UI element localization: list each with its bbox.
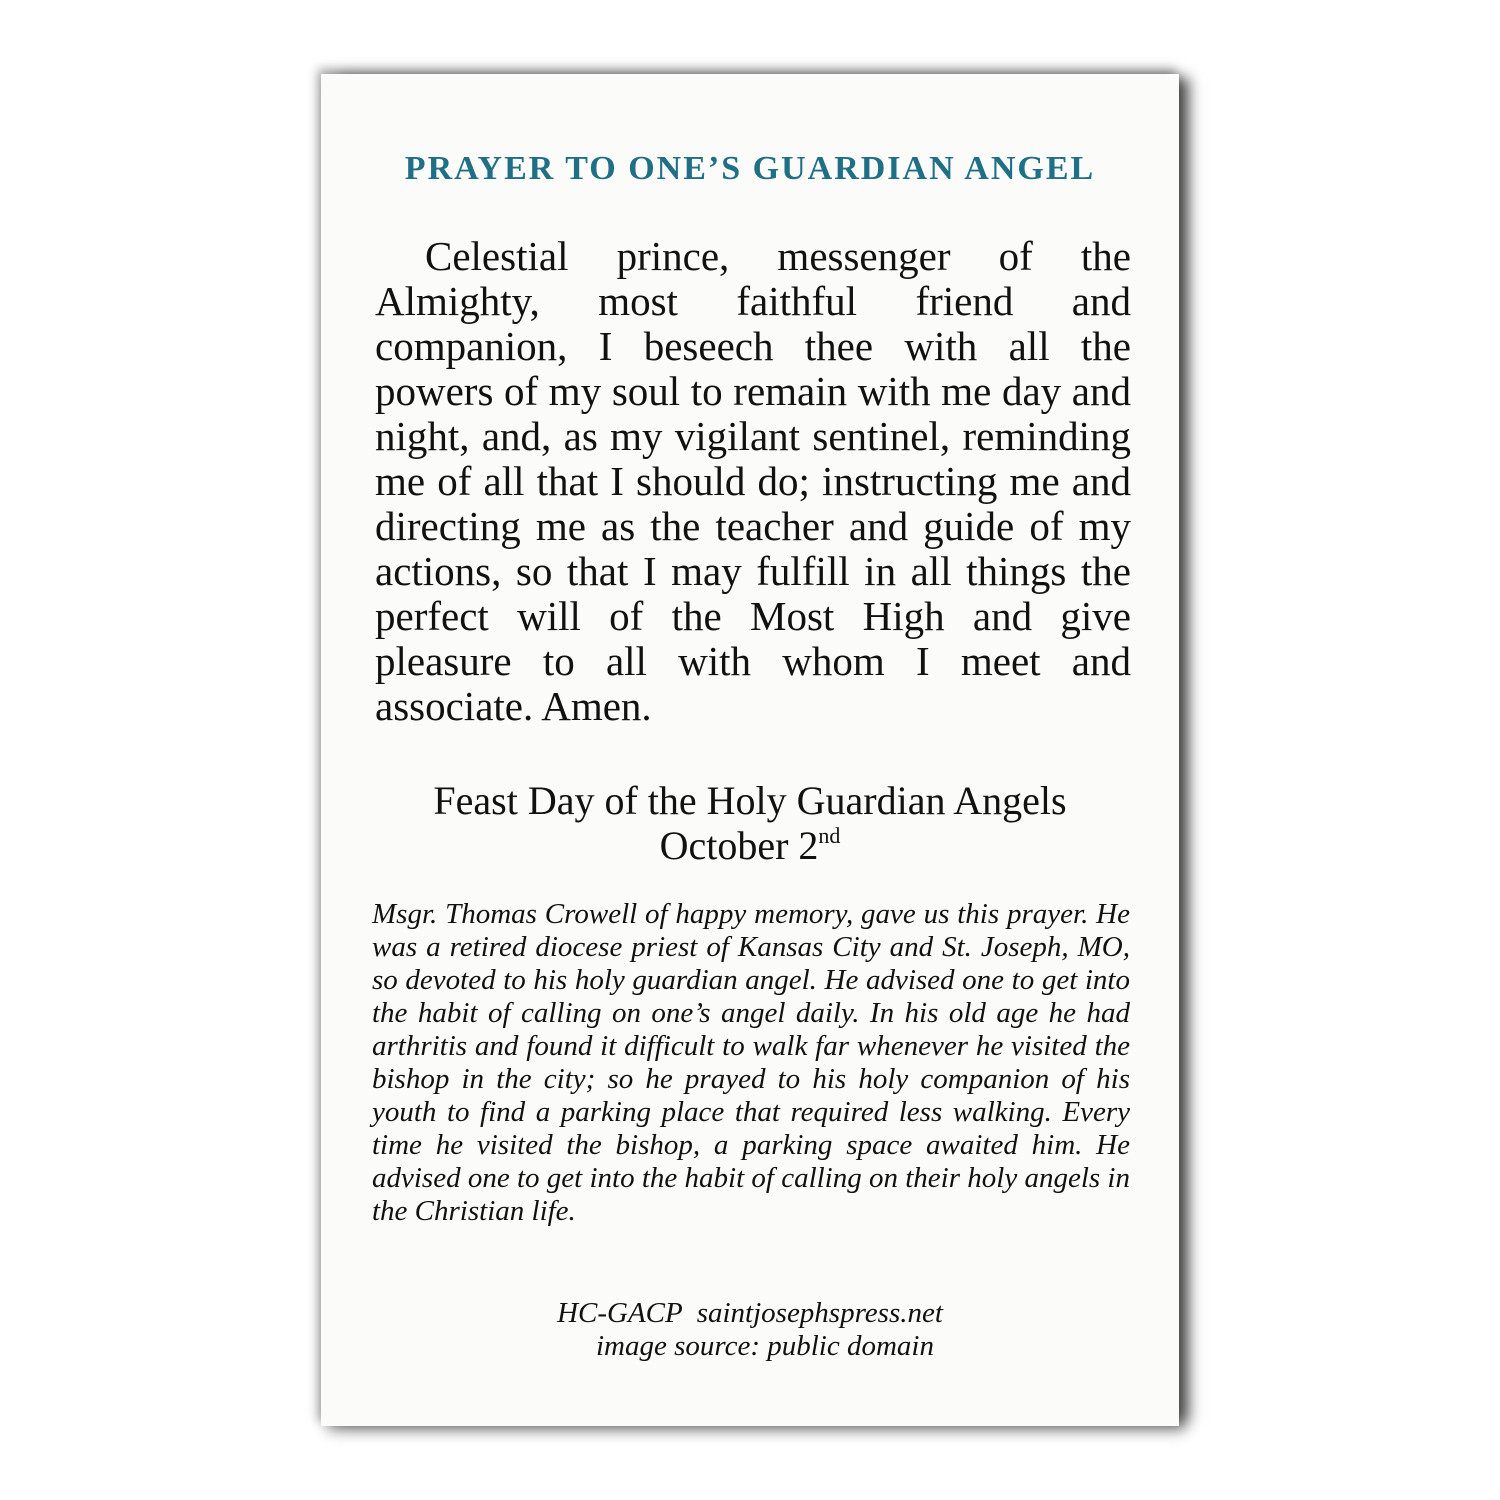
feast-day — [321, 778, 1179, 868]
card-footer — [321, 1297, 1179, 1363]
feast-date-suffix: nd — [818, 823, 841, 848]
feast-date-text: October 2 — [659, 823, 819, 868]
footer-code-site: HC-GACP saintjosephspress.net — [557, 1297, 943, 1329]
footer-image-source: image source: public domain — [595, 1330, 934, 1362]
prayer-text: Celestial prince, messenger of the Almighty, most faithful friend and companion, I beseech thee with all the powers of my soul to remain with me day and night, and, as my vigilant sentinel, reminding me of all that I should do; instructing me and directing me as the teacher and guide of my actions, so that I may fulfill in all things the perfect will of the Most High and give pleasure to all with whom I meet and associate. Amen. — [375, 233, 1131, 729]
feast-day-date — [321, 823, 1179, 868]
history-note: Msgr. Thomas Crowell of happy memory, gave us this prayer. He was a retired diocese priest of Kansas City and St. Joseph, MO, so devoted to his holy guardian angel. He advised one to get into the habit of calling on one’s angel daily. In his old age he had arthritis and found it difficult to walk far whenever he visited the bishop in the city; so he prayed to his holy companion of his youth to find a parking place that required less walking. Every time he visited the bishop, a parking space awaited him. He advised one to get into the habit of calling on their holy angels in the Christian life. — [372, 898, 1130, 1227]
prayer-title: PRAYER TO ONE’S GUARDIAN ANGEL — [404, 150, 1096, 187]
prayer-card — [321, 74, 1179, 1426]
feast-day-title: Feast Day of the Holy Guardian Angels — [433, 778, 1067, 823]
